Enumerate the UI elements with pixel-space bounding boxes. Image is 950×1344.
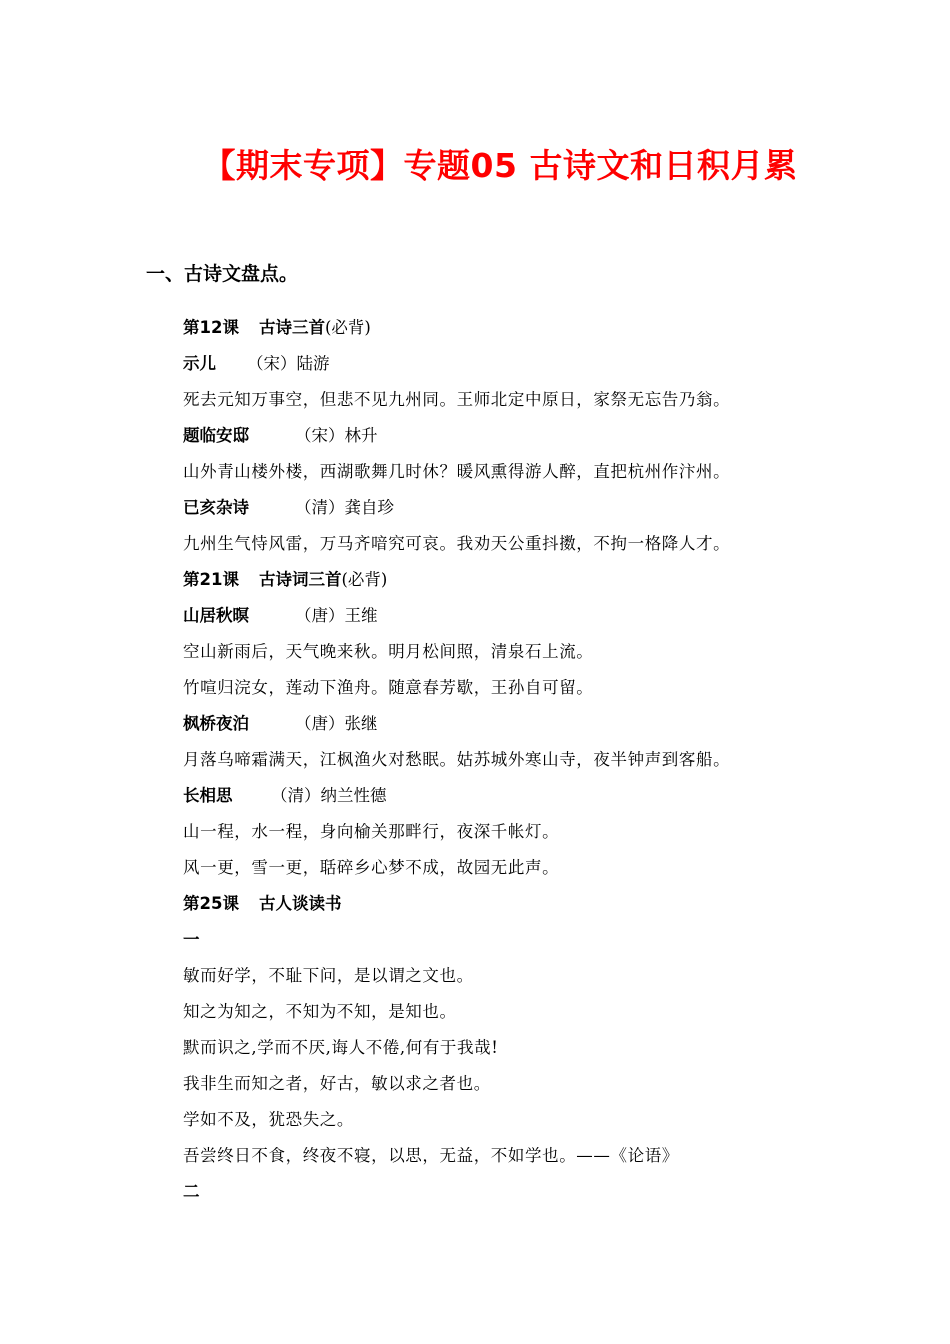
poem-line: 竹喧归浣女，莲动下渔舟。随意春芳歇，王孙自可留。 — [183, 678, 594, 697]
poem-author: （宋）林升 — [295, 426, 378, 445]
poem-title: 枫桥夜泊 — [183, 714, 249, 733]
poem-line: 空山新雨后，天气晚来秋。明月松间照，清泉石上流。 — [183, 642, 594, 661]
lesson-note: (必背) — [324, 318, 371, 337]
poem-heading — [183, 598, 903, 634]
poem-title: 山居秋暝 — [183, 606, 249, 625]
lesson-name: 古人谈读书 — [258, 894, 342, 913]
passage-line: 知之为知之，不知为不知，是知也。 — [183, 1002, 457, 1021]
poem-title: 题临安邸 — [183, 426, 249, 445]
lesson-heading-21 — [183, 562, 903, 598]
poem-title: 长相思 — [183, 786, 233, 805]
poem-heading — [183, 490, 903, 526]
lesson-name: 古诗三首 — [258, 318, 325, 337]
passage-line: 学如不及，犹恐失之。 — [183, 1110, 354, 1129]
lesson-number: 第21课 — [183, 570, 239, 589]
poem-line: 风一更，雪一更，聒碎乡心梦不成，故园无此声。 — [183, 858, 560, 877]
lesson-heading-12 — [183, 310, 903, 346]
poem-author: （清）纳兰性德 — [271, 786, 387, 805]
poem-author: （清）龚自珍 — [295, 498, 394, 517]
poem-line: 死去元知万事空，但悲不见九州同。王师北定中原日，家祭无忘告乃翁。 — [183, 390, 731, 409]
lesson-heading-25 — [183, 886, 903, 922]
passage-line: 我非生而知之者，好古，敏以求之者也。 — [183, 1074, 491, 1093]
passage-line: 敏而好学，不耻下问，是以谓之文也。 — [183, 966, 474, 985]
poem-heading — [183, 418, 903, 454]
passage-line: 默而识之,学而不厌,诲人不倦,何有于我哉! — [183, 1038, 499, 1057]
poem-author: （宋）陆游 — [247, 354, 330, 373]
poem-line: 月落乌啼霜满天，江枫渔火对愁眠。姑苏城外寒山寺，夜半钟声到客船。 — [183, 750, 731, 769]
poem-author: （唐）张继 — [295, 714, 378, 733]
poem-line: 山一程，水一程，身向榆关那畔行，夜深千帐灯。 — [183, 822, 560, 841]
content-body — [183, 310, 903, 1210]
poem-heading — [183, 778, 903, 814]
poem-heading — [183, 706, 903, 742]
poem-title: 已亥杂诗 — [183, 498, 249, 517]
poem-title: 示儿 — [183, 354, 216, 373]
poem-heading — [183, 346, 903, 382]
part-one-marker: 一 — [183, 930, 200, 949]
lesson-number: 第25课 — [183, 894, 239, 913]
poem-line: 九州生气恃风雷，万马齐喑究可哀。我劝天公重抖擞，不拘一格降人才。 — [183, 534, 731, 553]
lesson-name: 古诗词三首 — [258, 570, 342, 589]
passage-line: 吾尝终日不食，终夜不寝，以思，无益，不如学也。——《论语》 — [183, 1146, 679, 1165]
page-title: 【期末专项】专题05 古诗文和日积月累 — [202, 146, 798, 185]
section-heading: 一、古诗文盘点。 — [146, 263, 299, 285]
lesson-number: 第12课 — [183, 318, 239, 337]
lesson-note: (必背) — [341, 570, 388, 589]
poem-line: 山外青山楼外楼，西湖歌舞几时休？暖风熏得游人醉，直把杭州作汴州。 — [183, 462, 731, 481]
part-two-marker: 二 — [183, 1182, 200, 1201]
poem-author: （唐）王维 — [295, 606, 378, 625]
